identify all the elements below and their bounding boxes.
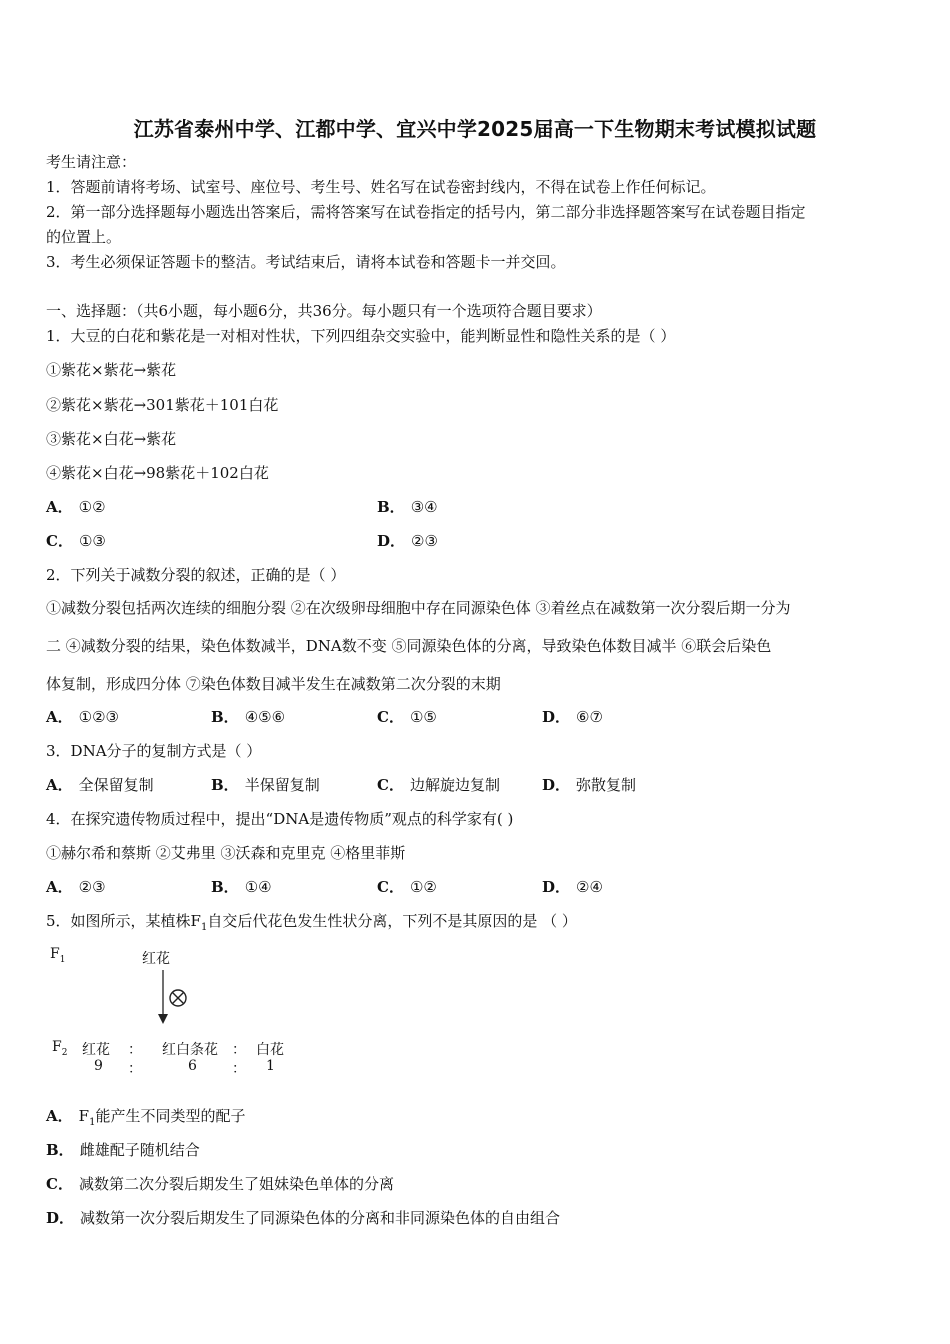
question-4-items: ①赫尔希和蔡斯 ②艾弗里 ③沃森和克里克 ④格里菲斯 [46,844,406,862]
question-2-option-c[interactable]: C． ①⑤ [377,708,437,726]
question-1-option-c[interactable]: C． ①③ [46,532,106,550]
question-4-stem: 4．在探究遗传物质过程中，提出“DNA是遗传物质”观点的科学家有( ) [46,810,514,828]
notice-heading: 考生请注意： [46,153,137,171]
question-3-option-c[interactable]: C． 边解旋边复制 [377,776,500,794]
question-1-item: ④紫花×白花→98紫花＋102白花 [46,464,269,482]
question-3-option-a[interactable]: A． 全保留复制 [46,776,154,794]
notice-item: 2．第一部分选择题每小题选出答案后，需将答案写在试卷指定的括号内，第二部分非选择题答案写在试卷题目指定 [46,203,806,221]
question-5-option-c[interactable]: C． 减数第二次分裂后期发生了姐妹染色单体的分离 [46,1175,394,1193]
question-2-statements: ①减数分裂包括两次连续的细胞分裂 ②在次级卵母细胞中存在同源染色体 ③着丝点在减数第一次分裂后期一分为 [46,599,791,617]
f2-separator: ： [232,1042,246,1058]
f1-label: $F_1$ [50,946,66,965]
question-2-option-a[interactable]: A． ①②③ [46,708,119,726]
question-1-option-d[interactable]: D． ②③ [377,532,438,550]
page-title: 江苏省泰州中学、江都中学、宜兴中学2025届高一下生物期末考试模拟试题 [133,117,817,141]
question-1-item: ③紫花×白花→紫花 [46,430,177,448]
notice-item: 的位置上。 [46,228,122,246]
question-1-option-b[interactable]: B． ③④ [377,498,438,516]
question-5-option-d[interactable]: D． 减数第一次分裂后期发生了同源染色体的分离和非同源染色体的自由组合 [46,1209,561,1227]
f2-phenotype: 红花 [82,1042,110,1058]
ratio-value: 9 [94,1058,103,1074]
f2-phenotype: 红白条花 [162,1042,218,1058]
question-3-stem: 3．DNA分子的复制方式是（ ） [46,742,262,760]
question-2-stem: 2．下列关于减数分裂的叙述，正确的是（ ） [46,566,346,584]
ratio-separator: ： [128,1061,142,1077]
notice-item: 1．答题前请将考场、试室号、座位号、考生号、姓名写在试卷密封线内，不得在试卷上作任何标记。 [46,178,716,196]
question-4-option-c[interactable]: C． ①② [377,878,437,896]
f1-flower: 红花 [142,951,170,967]
selfing-symbol-icon [168,988,188,1008]
question-4-option-b[interactable]: B． ①④ [211,878,272,896]
question-5-option-b[interactable]: B． 雌雄配子随机结合 [46,1141,200,1159]
inheritance-diagram [44,940,294,1075]
f2-label: $F_2$ [52,1039,68,1058]
question-2-statements: 二 ④减数分裂的结果，染色体数减半，DNA数不变 ⑤同源染色体的分离，导致染色体数目减半 ⑥联会后染色 [46,637,772,655]
question-1-option-a[interactable]: A． ①② [46,498,106,516]
question-3-option-b[interactable]: B． 半保留复制 [211,776,320,794]
question-5-stem: 5．如图所示，某植株$F_1$自交后代花色发生性状分离，下列不是其原因的是 （ ） [46,912,577,933]
question-1-item: ②紫花×紫花→301紫花＋101白花 [46,396,279,414]
question-4-option-a[interactable]: A． ②③ [46,878,106,896]
question-5-option-a[interactable]: A． $F_1$能产生不同类型的配子 [46,1107,246,1128]
ratio-value: 1 [266,1058,275,1074]
question-1-item: ①紫花×紫花→紫花 [46,361,177,379]
section-heading: 一、选择题：（共6小题，每小题6分，共36分。每小题只有一个选项符合题目要求） [46,302,602,320]
question-2-option-b[interactable]: B． ④⑤⑥ [211,708,286,726]
f2-separator: ： [128,1042,142,1058]
question-2-statements: 体复制，形成四分体 ⑦染色体数目减半发生在减数第二次分裂的末期 [46,675,501,693]
f2-phenotype: 白花 [256,1042,284,1058]
notice-item: 3．考生必须保证答题卡的整洁。考试结束后，请将本试卷和答题卡一并交回。 [46,253,566,271]
question-4-option-d[interactable]: D． ②④ [542,878,603,896]
question-3-option-d[interactable]: D． 弥散复制 [542,776,637,794]
ratio-separator: ： [232,1061,246,1077]
ratio-value: 6 [188,1058,197,1074]
question-1-stem: 1．大豆的白花和紫花是一对相对性状，下列四组杂交实验中，能判断显性和隐性关系的是（ ） [46,327,676,345]
question-2-option-d[interactable]: D． ⑥⑦ [542,708,603,726]
